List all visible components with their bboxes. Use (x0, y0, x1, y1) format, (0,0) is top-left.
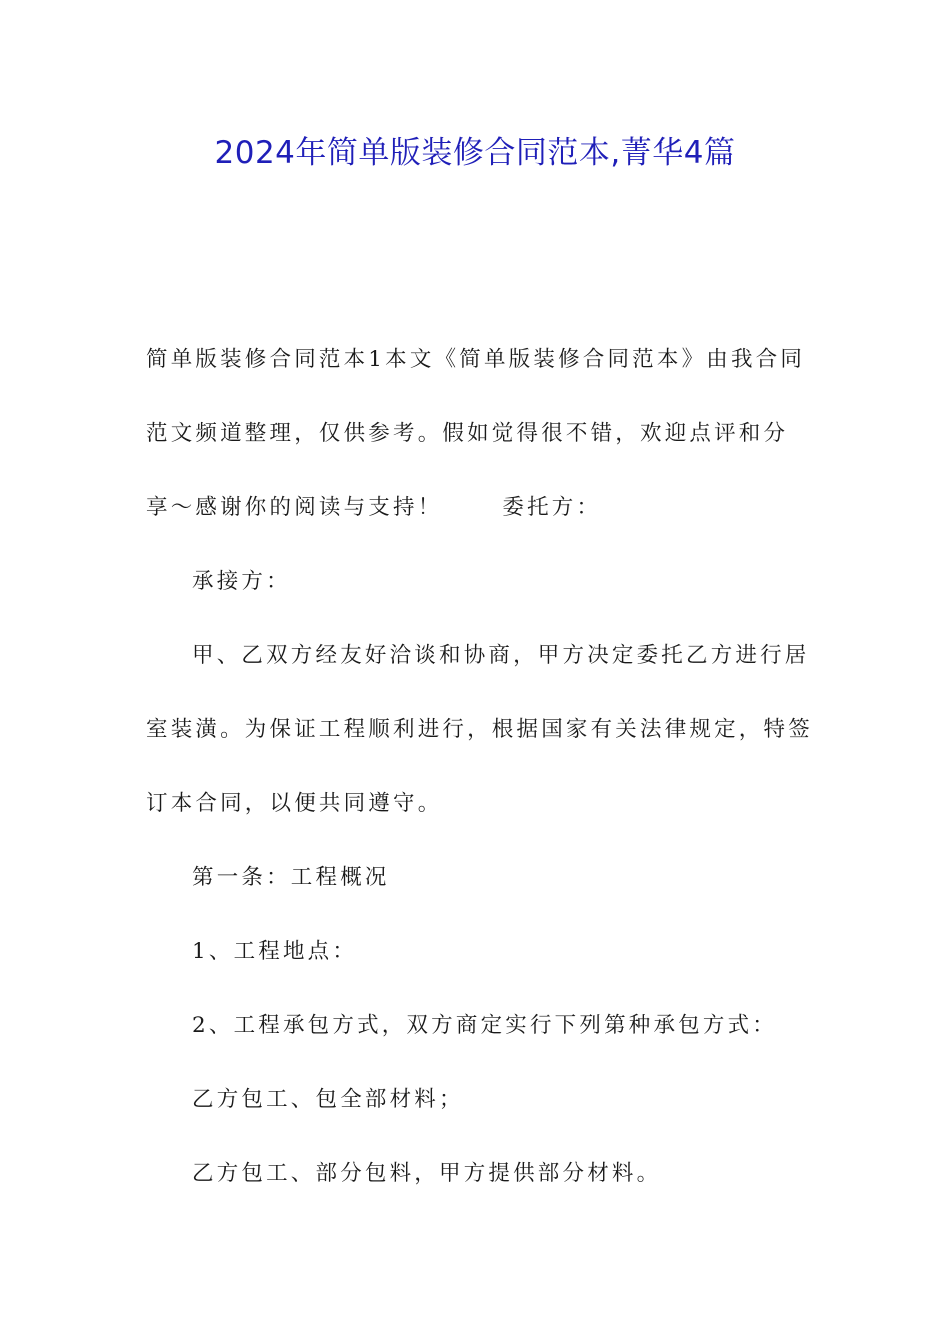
document-body (146, 337, 813, 1225)
document-title: 2024年简单版装修合同范本,菁华4篇 (214, 135, 736, 171)
intro-line-2: 范文频道整理，仅供参考。假如觉得很不错，欢迎点评和分 (146, 421, 789, 446)
contractor-label: 承接方： (192, 569, 291, 594)
option-full-materials: 乙方包工、包全部材料； (192, 1087, 464, 1112)
client-label: 委托方： (502, 495, 602, 520)
intro-closing-text: 享～感谢你的阅读与支持！ (146, 495, 443, 520)
intro-line-1: 简单版装修合同范本1本文《简单版装修合同范本》由我合同 (146, 347, 806, 372)
preamble-line-3: 订本合同，以便共同遵守。 (146, 791, 443, 816)
option-partial-materials: 乙方包工、部分包料，甲方提供部分材料。 (192, 1161, 662, 1186)
item-1-location: 1、工程地点： (192, 939, 358, 964)
intro-line-3 (146, 485, 806, 559)
article-1-heading: 第一条：工程概况 (192, 865, 390, 890)
item-2-contract-method: 2、工程承包方式，双方商定实行下列第种承包方式： (192, 1013, 777, 1038)
preamble-line-2: 室装潢。为保证工程顺利进行，根据国家有关法律规定，特签 (146, 717, 813, 742)
preamble-line-1: 甲、乙双方经友好洽谈和协商，甲方决定委托乙方进行居 (192, 643, 810, 668)
